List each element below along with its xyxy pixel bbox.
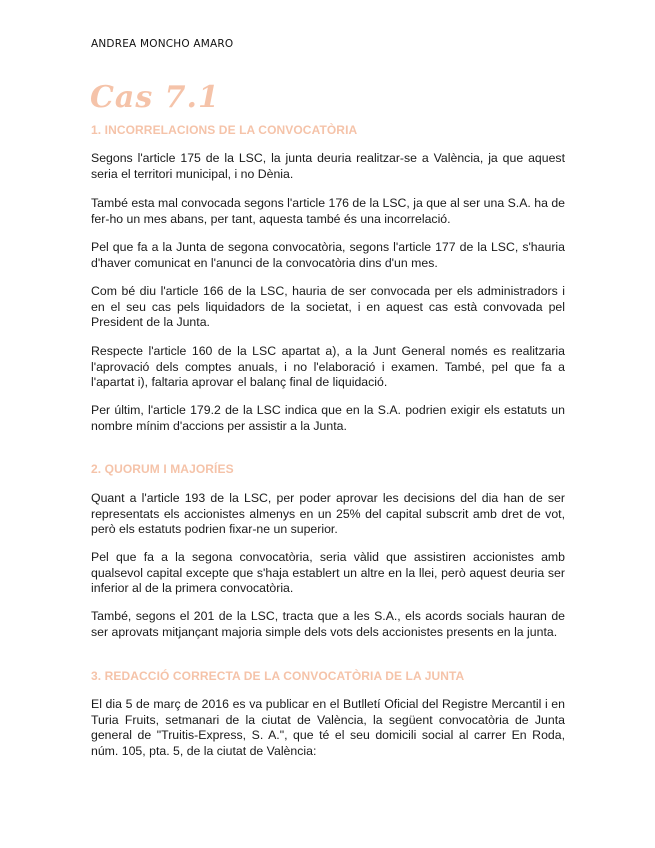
author-name: ANDREA MONCHO AMARO	[91, 38, 234, 50]
section-2-paragraph-3: També, segons el 201 de la LSC, tracta que a les S.A., els acords socials hauran de ser aprovats mitjançant majoria simple dels vots dels accionistes presents en la junta.	[91, 609, 565, 639]
section-1-paragraph-5: Respecte l'article 160 de la LSC apartat a), a la Junt General només es realitzaria l'aprovació dels comptes anuals, i no l'elaboració i examen. També, pel que fa a l'apartat i), faltaria aprovar el balanç final de liquidació.	[91, 344, 565, 389]
section-1-paragraph-4: Com bé diu l'article 166 de la LSC, hauria de ser convocada per els administradors i en el seu cas pels liquidadors de la societat, i en aquest cas està convovada pel President de la Junta.	[91, 284, 565, 329]
section-1-paragraph-2: També esta mal convocada segons l'article 176 de la LSC, ja que al ser una S.A. ha de fer-ho un mes abans, per tant, aquesta també és una incorrelació.	[91, 196, 566, 226]
section-3-paragraph-1: El dia 5 de març de 2016 es va publicar en el Butlletí Oficial del Registre Mercantil i en Turia Fruits, setmanari de la ciutat de València, la següent convocatòria de Junta general de "Truitis-Express, S. A.", que té el seu domicili social al carrer En Roda, núm. 105, pta. 5, de la ciutat de València:	[91, 697, 565, 758]
section-heading-3: 3. REDACCIÓ CORRECTA DE LA CONVOCATÒRIA DE LA JUNTA	[91, 669, 465, 683]
section-1-paragraph-6: Per últim, l'article 179.2 de la LSC indica que en la S.A. podrien exigir els estatuts un nombre mínim d'accions per assistir a la Junta.	[91, 403, 565, 433]
case-title: Cas 7.1	[90, 80, 220, 115]
section-heading-1: 1. INCORRELACIONS DE LA CONVOCATÒRIA	[91, 123, 358, 137]
section-heading-2: 2. QUORUM I MAJORÍES	[91, 462, 234, 476]
section-1-paragraph-1: Segons l'article 175 de la LSC, la junta deuria realitzar-se a València, ja que aquest seria el territori municipal, i no Dènia.	[91, 151, 565, 181]
section-1-paragraph-3: Pel que fa a la Junta de segona convocatòria, segons l'article 177 de la LSC, s'hauria d'haver comunicat en l'anunci de la convocatòria dins d'un mes.	[91, 240, 565, 270]
section-2-paragraph-2: Pel que fa a la segona convocatòria, seria vàlid que assistiren accionistes amb qualsevol capital excepte que s'haja establert un altre en la llei, però aquest deuria ser inferior al de la primera convocatòria.	[91, 550, 565, 595]
section-2-paragraph-1: Quant a l'article 193 de la LSC, per poder aprovar les decisions del dia han de ser representats els accionistes almenys en un 25% del capital subscrit amb dret de vot, però els estatuts podrien fixar-ne un superior.	[91, 491, 565, 536]
